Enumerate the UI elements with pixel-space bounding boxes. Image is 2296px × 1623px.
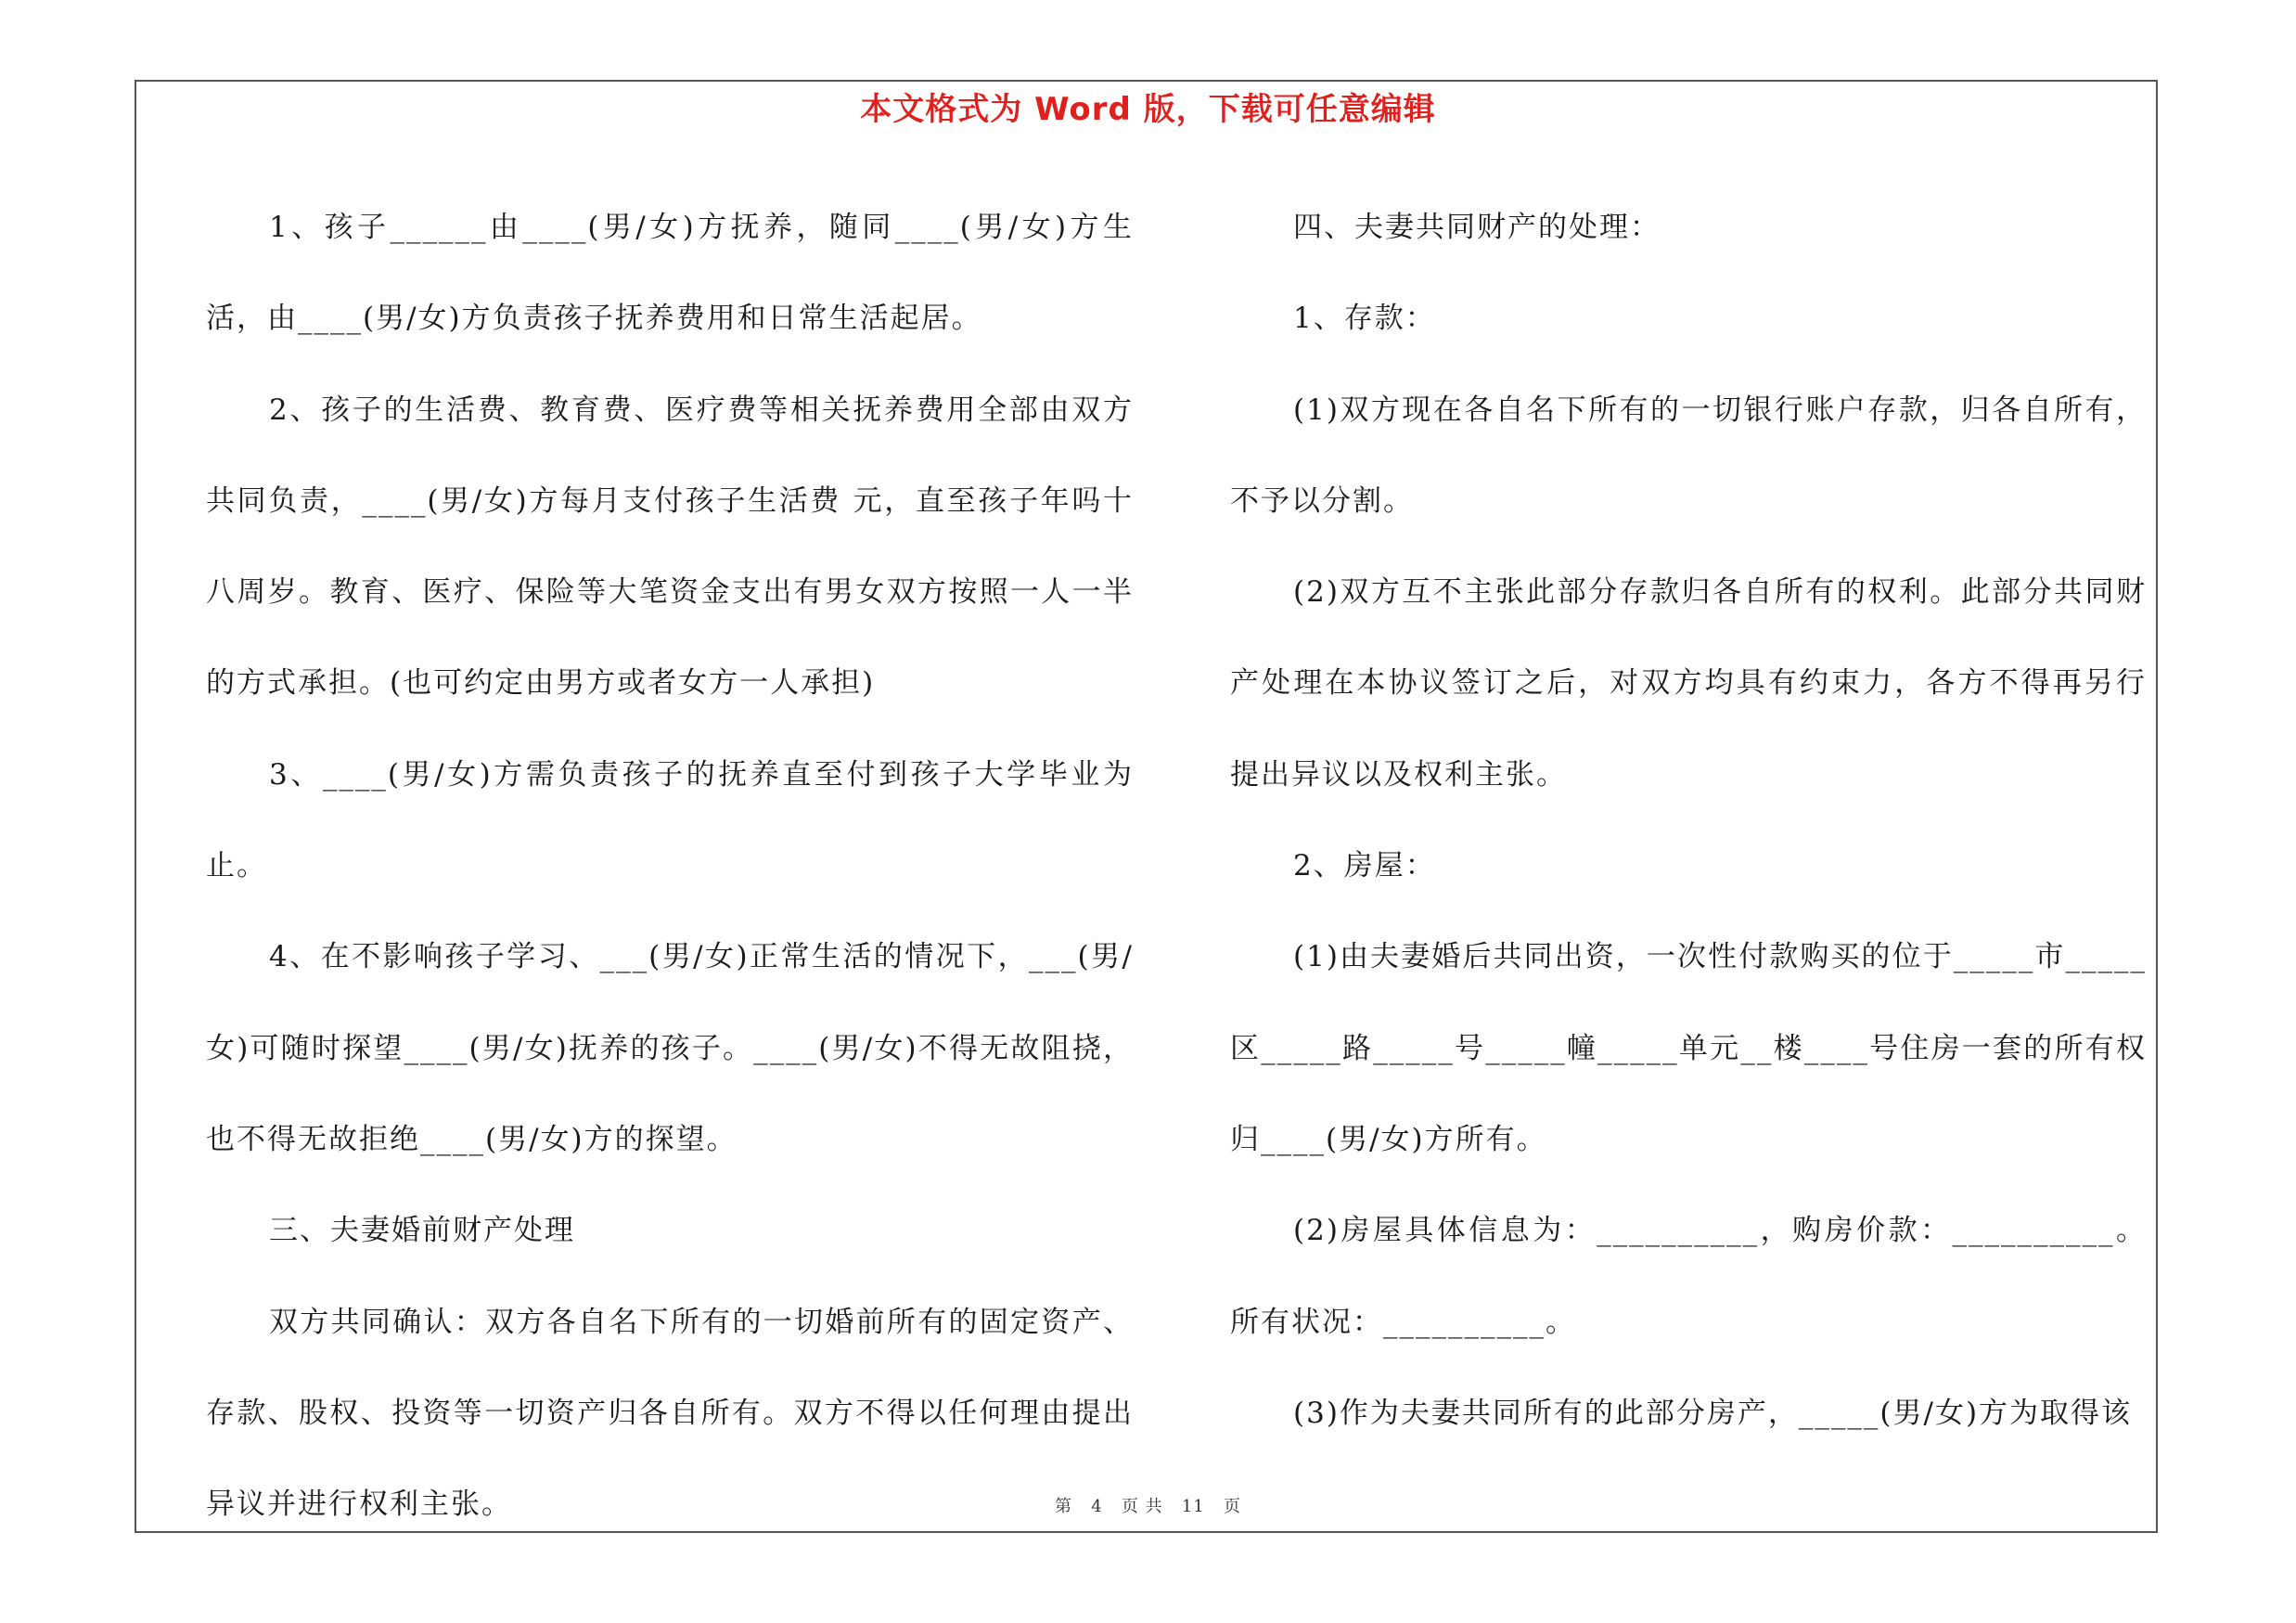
paragraph-deposits-2: (2)双方互不主张此部分存款归各自所有的权利。此部分共同财产处理在本协议签订之后，对双方均具有约束力，各方不得再另行提出异议以及权利主张。 [1230, 575, 2147, 792]
footer-label-page: 第 [1055, 1497, 1073, 1516]
footer-current-page: 4 [1091, 1497, 1103, 1516]
paragraph-university: 3、____(男/女)方需负责孩子的抚养直至付到孩子大学毕业为止。 [206, 757, 1134, 883]
paragraph-custody: 1、孩子______由____(男/女)方抚养，随同____(男/女)方生活，由____(男/女)方负责孩子抚养费用和日常生活起居。 [206, 211, 1134, 336]
paragraph-deposits-1: (1)双方现在各自名下所有的一切银行账户存款，归各自所有，不予以分割。 [1230, 393, 2147, 518]
format-notice-banner: 本文格式为 Word 版，下载可任意编辑 [860, 91, 1436, 128]
footer-label-unit-1: 页 共 [1121, 1497, 1163, 1516]
left-column [206, 182, 1134, 1550]
paragraph-house-1: (1)由夫妻婚后共同出资，一次性付款购买的位于_____市_____区_____路_____号_____幢_____单元__楼____号住房一套的所有权归____(男/女)方所有。 [1230, 940, 2147, 1156]
right-column [1230, 182, 2147, 1459]
paragraph-premarital-confirmation: 双方共同确认：双方各自名下所有的一切婚前所有的固定资产、存款、股权、投资等一切资产归各自所有。双方不得以任何理由提出异议并进行权利主张。 [206, 1305, 1134, 1522]
section-heading-premarital-property: 三、夫妻婚前财产处理 [269, 1214, 575, 1248]
footer-total-pages: 11 [1181, 1497, 1205, 1516]
paragraph-child-expenses: 2、孩子的生活费、教育费、医疗费等相关抚养费用全部由双方共同负责，____(男/女)方每月支付孩子生活费 元，直至孩子年吗十八周岁。教育、医疗、保险等大笔资金支出有男女双方按照一人一半的方式承担。(也可约定由男方或者女方一人承担) [206, 393, 1134, 701]
section-heading-joint-property: 四、夫妻共同财产的处理： [1293, 211, 1661, 244]
page-number-footer [0, 1496, 2296, 1518]
paragraph-house-2: (2)房屋具体信息为：__________，购房价款：__________。所有状况：__________。 [1230, 1214, 2147, 1339]
paragraph-house-3: (3)作为夫妻共同所有的此部分房产，_____(男/女)方为取得该 [1293, 1396, 2133, 1430]
subheading-deposits: 1、存款： [1293, 302, 1436, 336]
paragraph-visitation: 4、在不影响孩子学习、___(男/女)正常生活的情况下，___(男/女)可随时探望____(男/女)抚养的孩子。____(男/女)不得无故阻挠，也不得无故拒绝____(男/女)方的探望。 [206, 940, 1134, 1156]
subheading-house: 2、房屋： [1293, 849, 1436, 883]
footer-label-unit-2: 页 [1223, 1497, 1241, 1516]
